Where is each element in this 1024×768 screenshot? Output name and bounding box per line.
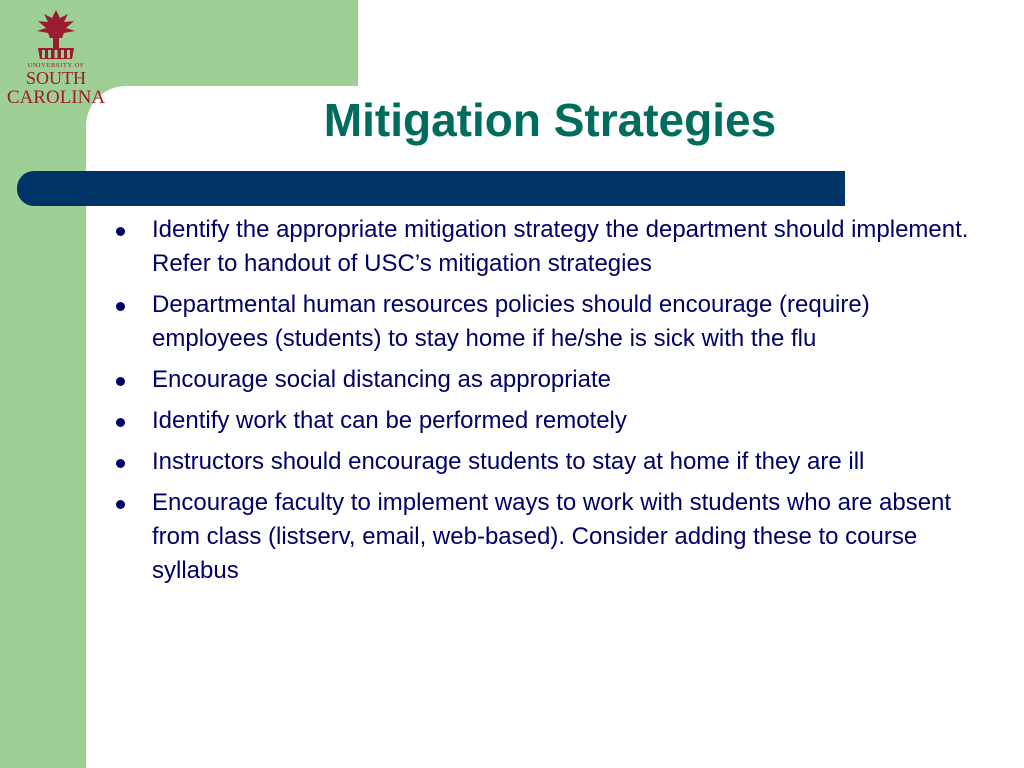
usc-logo: [4, 4, 108, 108]
list-item: [110, 363, 990, 397]
list-item: [110, 288, 990, 356]
bullet-icon: [116, 459, 125, 468]
bullet-icon: [116, 227, 125, 236]
bullet-text: Departmental human resources policies should encourage (require) employees (students) to stay home if he/she is sick with the flu: [152, 291, 870, 352]
logo-line-university: UNIVERSITY OF: [27, 62, 85, 69]
list-item: [110, 213, 990, 281]
logo-line-carolina: CAROLINA: [6, 87, 106, 108]
bullet-text: Encourage social distancing as appropriate: [152, 366, 611, 393]
title-underline-bar: [17, 171, 845, 206]
slide-title: Mitigation Strategies: [323, 94, 777, 146]
bullet-icon: [116, 418, 125, 427]
bullet-text: Identify the appropriate mitigation strategy the department should implement. Refer to handout of USC’s mitigation strategies: [152, 216, 969, 277]
bullet-icon: [116, 377, 125, 386]
green-sidebar-band: [0, 0, 86, 768]
bullet-icon: [116, 500, 125, 509]
list-item: [110, 404, 990, 438]
bullet-icon: [116, 302, 125, 311]
bullet-text: Encourage faculty to implement ways to work with students who are absent from class (listserv, email, web-based). Consider adding these to course syllabus: [152, 489, 952, 584]
bullet-list: [110, 213, 990, 595]
logo-line-south: SOUTH: [25, 68, 87, 88]
usc-palmetto-seal-icon: [4, 4, 108, 108]
bullet-text: Instructors should encourage students to stay at home if they are ill: [152, 448, 865, 475]
bullet-text: Identify work that can be performed remotely: [152, 407, 627, 434]
list-item: [110, 445, 990, 479]
list-item: [110, 486, 990, 588]
